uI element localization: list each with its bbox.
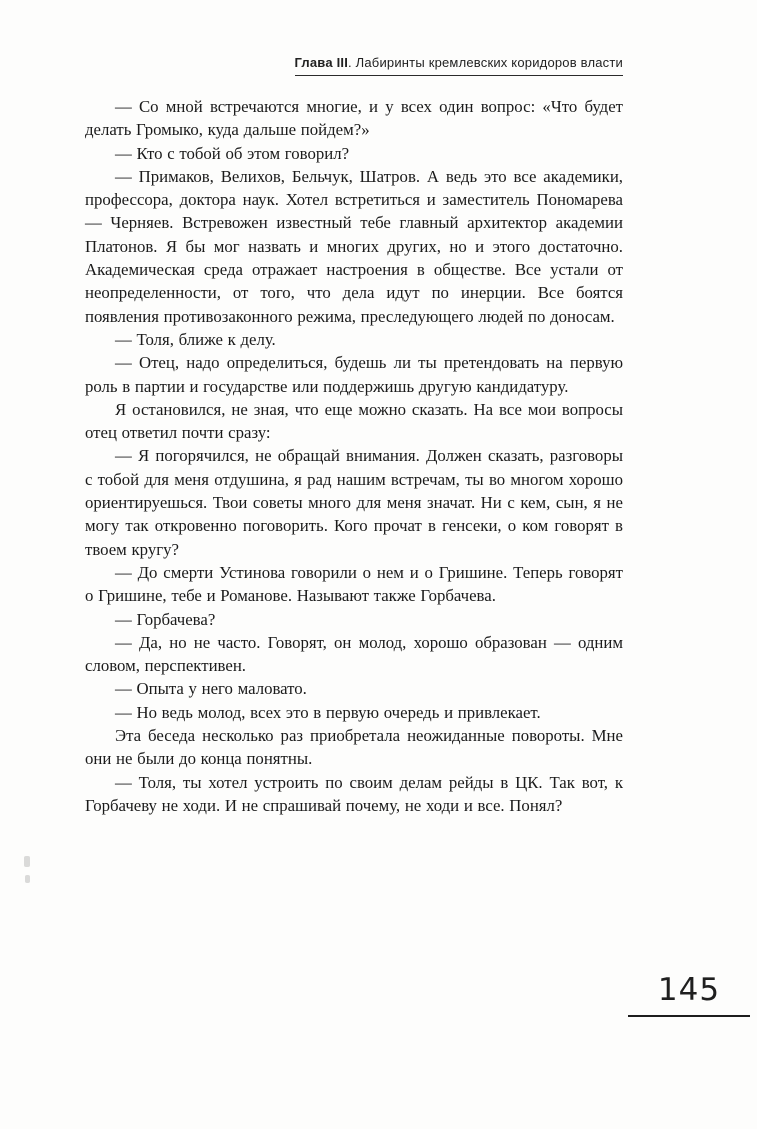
paragraph: Эта беседа несколько раз приобретала неожиданные повороты. Мне они не были до конца понятны. bbox=[85, 726, 623, 769]
paragraph: Я остановился, не зная, что еще можно сказать. На все мои вопросы отец ответил почти сразу: bbox=[85, 399, 623, 443]
running-head bbox=[85, 55, 623, 76]
paragraph: — Отец, надо определиться, будешь ли ты претендовать на первую роль в партии и государстве или поддержишь другую кандидатуру. bbox=[85, 353, 623, 396]
paragraph: — До смерти Устинова говорили о нем и о Гришине. Теперь говорят о Гришине, тебе и Романове. Называют также Горбачева. bbox=[85, 562, 623, 606]
page-number: 145 bbox=[628, 972, 750, 1017]
paragraph: — Толя, ты хотел устроить по своим делам рейды в ЦК. Так вот, к Горбачеву не ходи. И не спрашивай почему, не ходи и все. Понял? bbox=[85, 772, 623, 815]
chapter-title: . Лабиринты кремлевских коридоров власти bbox=[348, 55, 623, 70]
paragraph: — Но ведь молод, всех это в первую очередь и привлекает. bbox=[115, 702, 541, 722]
scan-artifact bbox=[24, 856, 30, 867]
paragraph: — Со мной встречаются многие, и у всех один вопрос: «Что будет делать Громыко, куда дальше пойдем?» bbox=[85, 97, 623, 140]
running-head-text bbox=[295, 55, 624, 76]
paragraph: — Толя, ближе к делу. bbox=[115, 329, 276, 349]
paragraph: — Горбачева? bbox=[115, 609, 216, 629]
paragraph: — Примаков, Велихов, Бельчук, Шатров. А ведь это все академики, профессора, доктора наук. Хотел встретиться и заместитель Пономарева — Черняев. Встревожен известный тебе главный архитектор академии Платонов. Я бы мог назвать и многих других, но и этого достаточно. Академическая среда отражает настроения в обществе. Все устали от неопределенности, от того, что дела идут по инерции. Все боятся появления противозаконного режима, преследующего людей по доносам. bbox=[85, 166, 623, 326]
paragraph: — Да, но не часто. Говорят, он молод, хорошо образован — одним словом, перспективен. bbox=[85, 632, 623, 676]
paragraph: — Я погорячился, не обращай внимания. Должен сказать, разговоры с тобой для меня отдушина, я рад нашим встречам, ты во многом хорошо ориентируешься. Твои советы много для меня значат. Ни с кем, сын, я не могу так откровенно поговорить. Кого прочат в генсеки, о ком говорят в твоем кругу? bbox=[85, 446, 623, 559]
paragraph: — Кто с тобой об этом говорил? bbox=[115, 143, 350, 163]
paragraph: — Опыта у него маловато. bbox=[115, 679, 307, 699]
body-text bbox=[85, 95, 623, 817]
scan-artifact bbox=[25, 875, 30, 883]
chapter-label: Глава III bbox=[294, 55, 349, 70]
